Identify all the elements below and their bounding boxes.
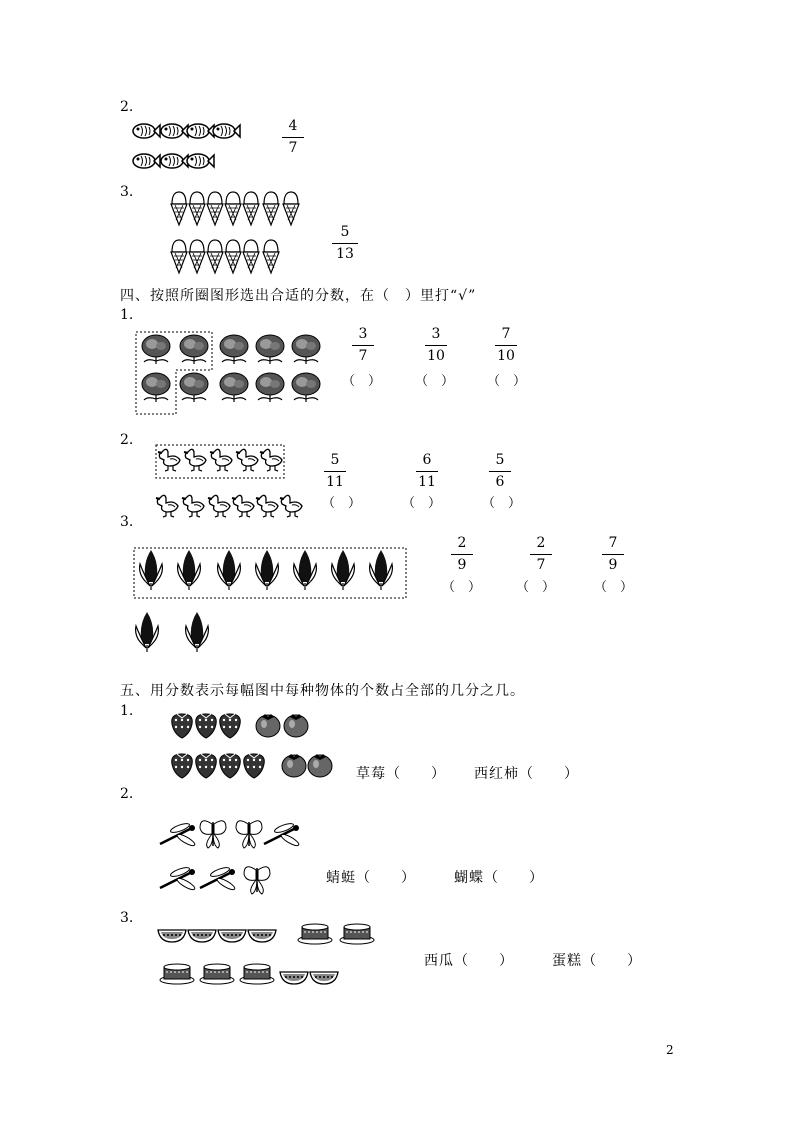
- duck-icon: [232, 495, 254, 517]
- ice-cream-icon: [263, 192, 279, 225]
- fraction-option: [447, 535, 477, 574]
- answer-label-strawberry[interactable]: 草莓（ ）: [356, 766, 446, 782]
- answer-blank[interactable]: （ ）: [442, 580, 482, 595]
- fraction-option: [320, 452, 350, 491]
- butterfly-icon: [200, 821, 226, 848]
- question-number: 1.: [120, 703, 134, 719]
- butterfly-icon: [244, 867, 270, 894]
- duck-icon: [236, 449, 258, 471]
- tomato-icon: [308, 754, 332, 777]
- flower-icon: [220, 335, 248, 364]
- answer-label-tomato[interactable]: 西红柿（ ）: [474, 766, 579, 782]
- strawberry-icon: [196, 714, 217, 738]
- ice-cream-icon: [283, 192, 299, 225]
- answer-label-watermelon[interactable]: 西瓜（ ）: [424, 953, 514, 969]
- numerator: 7: [608, 535, 618, 551]
- question-number: 3.: [120, 910, 134, 926]
- dragonfly-icon: [160, 866, 196, 892]
- ice-cream-icon: [243, 192, 259, 225]
- denominator: 10: [427, 348, 445, 364]
- fish-icon: [161, 154, 188, 168]
- fish-icon: [187, 154, 214, 168]
- dragonfly-icon: [160, 822, 196, 848]
- watermelon-icon: [280, 972, 308, 984]
- numerator: 2: [536, 535, 546, 551]
- flower-icon: [142, 373, 170, 402]
- fish-icon: [161, 124, 188, 138]
- duck-icon: [184, 449, 206, 471]
- section-heading: 四、按照所圈图形选出合适的分数，在（ ）里打“√”: [120, 288, 477, 304]
- answer-label-butterfly[interactable]: 蝴蝶（ ）: [454, 870, 544, 886]
- numerator: 4: [288, 118, 298, 134]
- answer-label-cake[interactable]: 蛋糕（ ）: [552, 953, 642, 969]
- duck-icon: [260, 449, 282, 471]
- strawberry-icon: [220, 754, 241, 778]
- fraction-option: [526, 535, 556, 574]
- flower-icon: [180, 335, 208, 364]
- denominator: 7: [536, 557, 546, 573]
- butterfly-icon: [236, 821, 262, 848]
- tomato-icon: [284, 714, 308, 737]
- denominator: 10: [497, 348, 515, 364]
- question-number: 3.: [120, 184, 134, 200]
- numerator: 5: [340, 224, 350, 240]
- dragonfly-icon: [200, 866, 236, 892]
- duck-icon: [158, 449, 180, 471]
- denominator: 9: [608, 557, 618, 573]
- strawberry-icon: [172, 714, 193, 738]
- fraction-option: [598, 535, 628, 574]
- answer-blank[interactable]: （ ）: [322, 496, 362, 511]
- numerator: 7: [501, 326, 511, 342]
- answer-blank[interactable]: （ ）: [402, 496, 442, 511]
- cake-icon: [298, 924, 332, 944]
- denominator: 13: [336, 246, 354, 262]
- question-number: 2.: [120, 786, 134, 802]
- answer-label-dragonfly[interactable]: 蜻蜓（ ）: [326, 870, 416, 886]
- fraction-option: [421, 326, 451, 365]
- flower-icon: [292, 335, 320, 364]
- ice-cream-icon: [243, 240, 259, 273]
- ice-cream-icon: [225, 240, 241, 273]
- fraction-option: [491, 326, 521, 365]
- corn-icon: [140, 550, 163, 590]
- denominator: 11: [326, 474, 344, 490]
- fraction: [328, 224, 362, 263]
- strawberry-icon: [196, 754, 217, 778]
- denominator: 7: [358, 348, 368, 364]
- duck-icon: [156, 495, 178, 517]
- cake-icon: [160, 964, 194, 984]
- question-number: 3.: [120, 514, 134, 530]
- answer-blank[interactable]: （ ）: [342, 374, 382, 389]
- duck-icon: [208, 495, 230, 517]
- cake-icon: [240, 964, 274, 984]
- denominator: 11: [418, 474, 436, 490]
- flower-icon: [256, 335, 284, 364]
- numerator: 3: [358, 326, 368, 342]
- page-number: 2: [666, 1043, 674, 1057]
- corn-icon: [332, 550, 355, 590]
- answer-blank[interactable]: （ ）: [482, 496, 522, 511]
- ice-cream-icon: [171, 240, 187, 273]
- corn-icon: [218, 550, 241, 590]
- watermelon-cake-group: [0, 0, 1, 1]
- flower-icon: [142, 335, 170, 364]
- duck-icon: [210, 449, 232, 471]
- ice-cream-icon: [225, 192, 241, 225]
- duck-icon: [280, 495, 302, 517]
- fish-icon: [133, 154, 160, 168]
- fraction: [278, 118, 308, 157]
- numerator: 2: [457, 535, 467, 551]
- ice-cream-icon: [207, 240, 223, 273]
- watermelon-icon: [158, 930, 186, 942]
- strawberry-icon: [172, 754, 193, 778]
- duck-icon: [256, 495, 278, 517]
- watermelon-icon: [310, 972, 338, 984]
- ice-cream-icon: [189, 240, 205, 273]
- answer-blank[interactable]: （ ）: [415, 374, 455, 389]
- tomato-icon: [282, 754, 306, 777]
- ice-cream-icon: [263, 240, 279, 273]
- denominator: 9: [457, 557, 467, 573]
- fraction-option: [412, 452, 442, 491]
- corn-icon: [136, 612, 159, 652]
- question-number: 2.: [120, 99, 134, 115]
- fraction-option: [485, 452, 515, 491]
- duck-icon: [182, 495, 204, 517]
- denominator: 6: [495, 474, 505, 490]
- flower-icon: [292, 373, 320, 402]
- watermelon-icon: [188, 930, 216, 942]
- corn-icon: [294, 550, 317, 590]
- ice-cream-icon: [189, 192, 205, 225]
- dragonfly-icon: [264, 822, 300, 848]
- corn-icon: [178, 550, 201, 590]
- numerator: 6: [422, 452, 432, 468]
- flower-icon: [220, 373, 248, 402]
- flower-icon: [256, 373, 284, 402]
- flower-icon: [180, 373, 208, 402]
- numerator: 5: [330, 452, 340, 468]
- fish-icon: [187, 124, 214, 138]
- question-number: 1.: [120, 307, 134, 323]
- cake-icon: [200, 964, 234, 984]
- corn-icon: [256, 550, 279, 590]
- ice-cream-icon: [171, 192, 187, 225]
- ice-cream-icon: [207, 192, 223, 225]
- strawberry-icon: [244, 754, 265, 778]
- watermelon-icon: [248, 930, 276, 942]
- answer-blank[interactable]: （ ）: [487, 374, 527, 389]
- denominator: 7: [288, 140, 298, 156]
- fish-icon: [133, 124, 160, 138]
- answer-blank[interactable]: （ ）: [516, 580, 556, 595]
- corn-icon: [370, 550, 393, 590]
- watermelon-icon: [218, 930, 246, 942]
- strawberry-icon: [220, 714, 241, 738]
- cake-icon: [340, 924, 374, 944]
- section-heading: 五、用分数表示每幅图中每种物体的个数占全部的几分之几。: [120, 683, 525, 699]
- fraction-option: [348, 326, 378, 365]
- tomato-icon: [256, 714, 280, 737]
- corn-icon: [186, 612, 209, 652]
- fish-icon: [213, 124, 240, 138]
- numerator: 3: [431, 326, 441, 342]
- question-number: 2.: [120, 432, 134, 448]
- answer-blank[interactable]: （ ）: [594, 580, 634, 595]
- numerator: 5: [495, 452, 505, 468]
